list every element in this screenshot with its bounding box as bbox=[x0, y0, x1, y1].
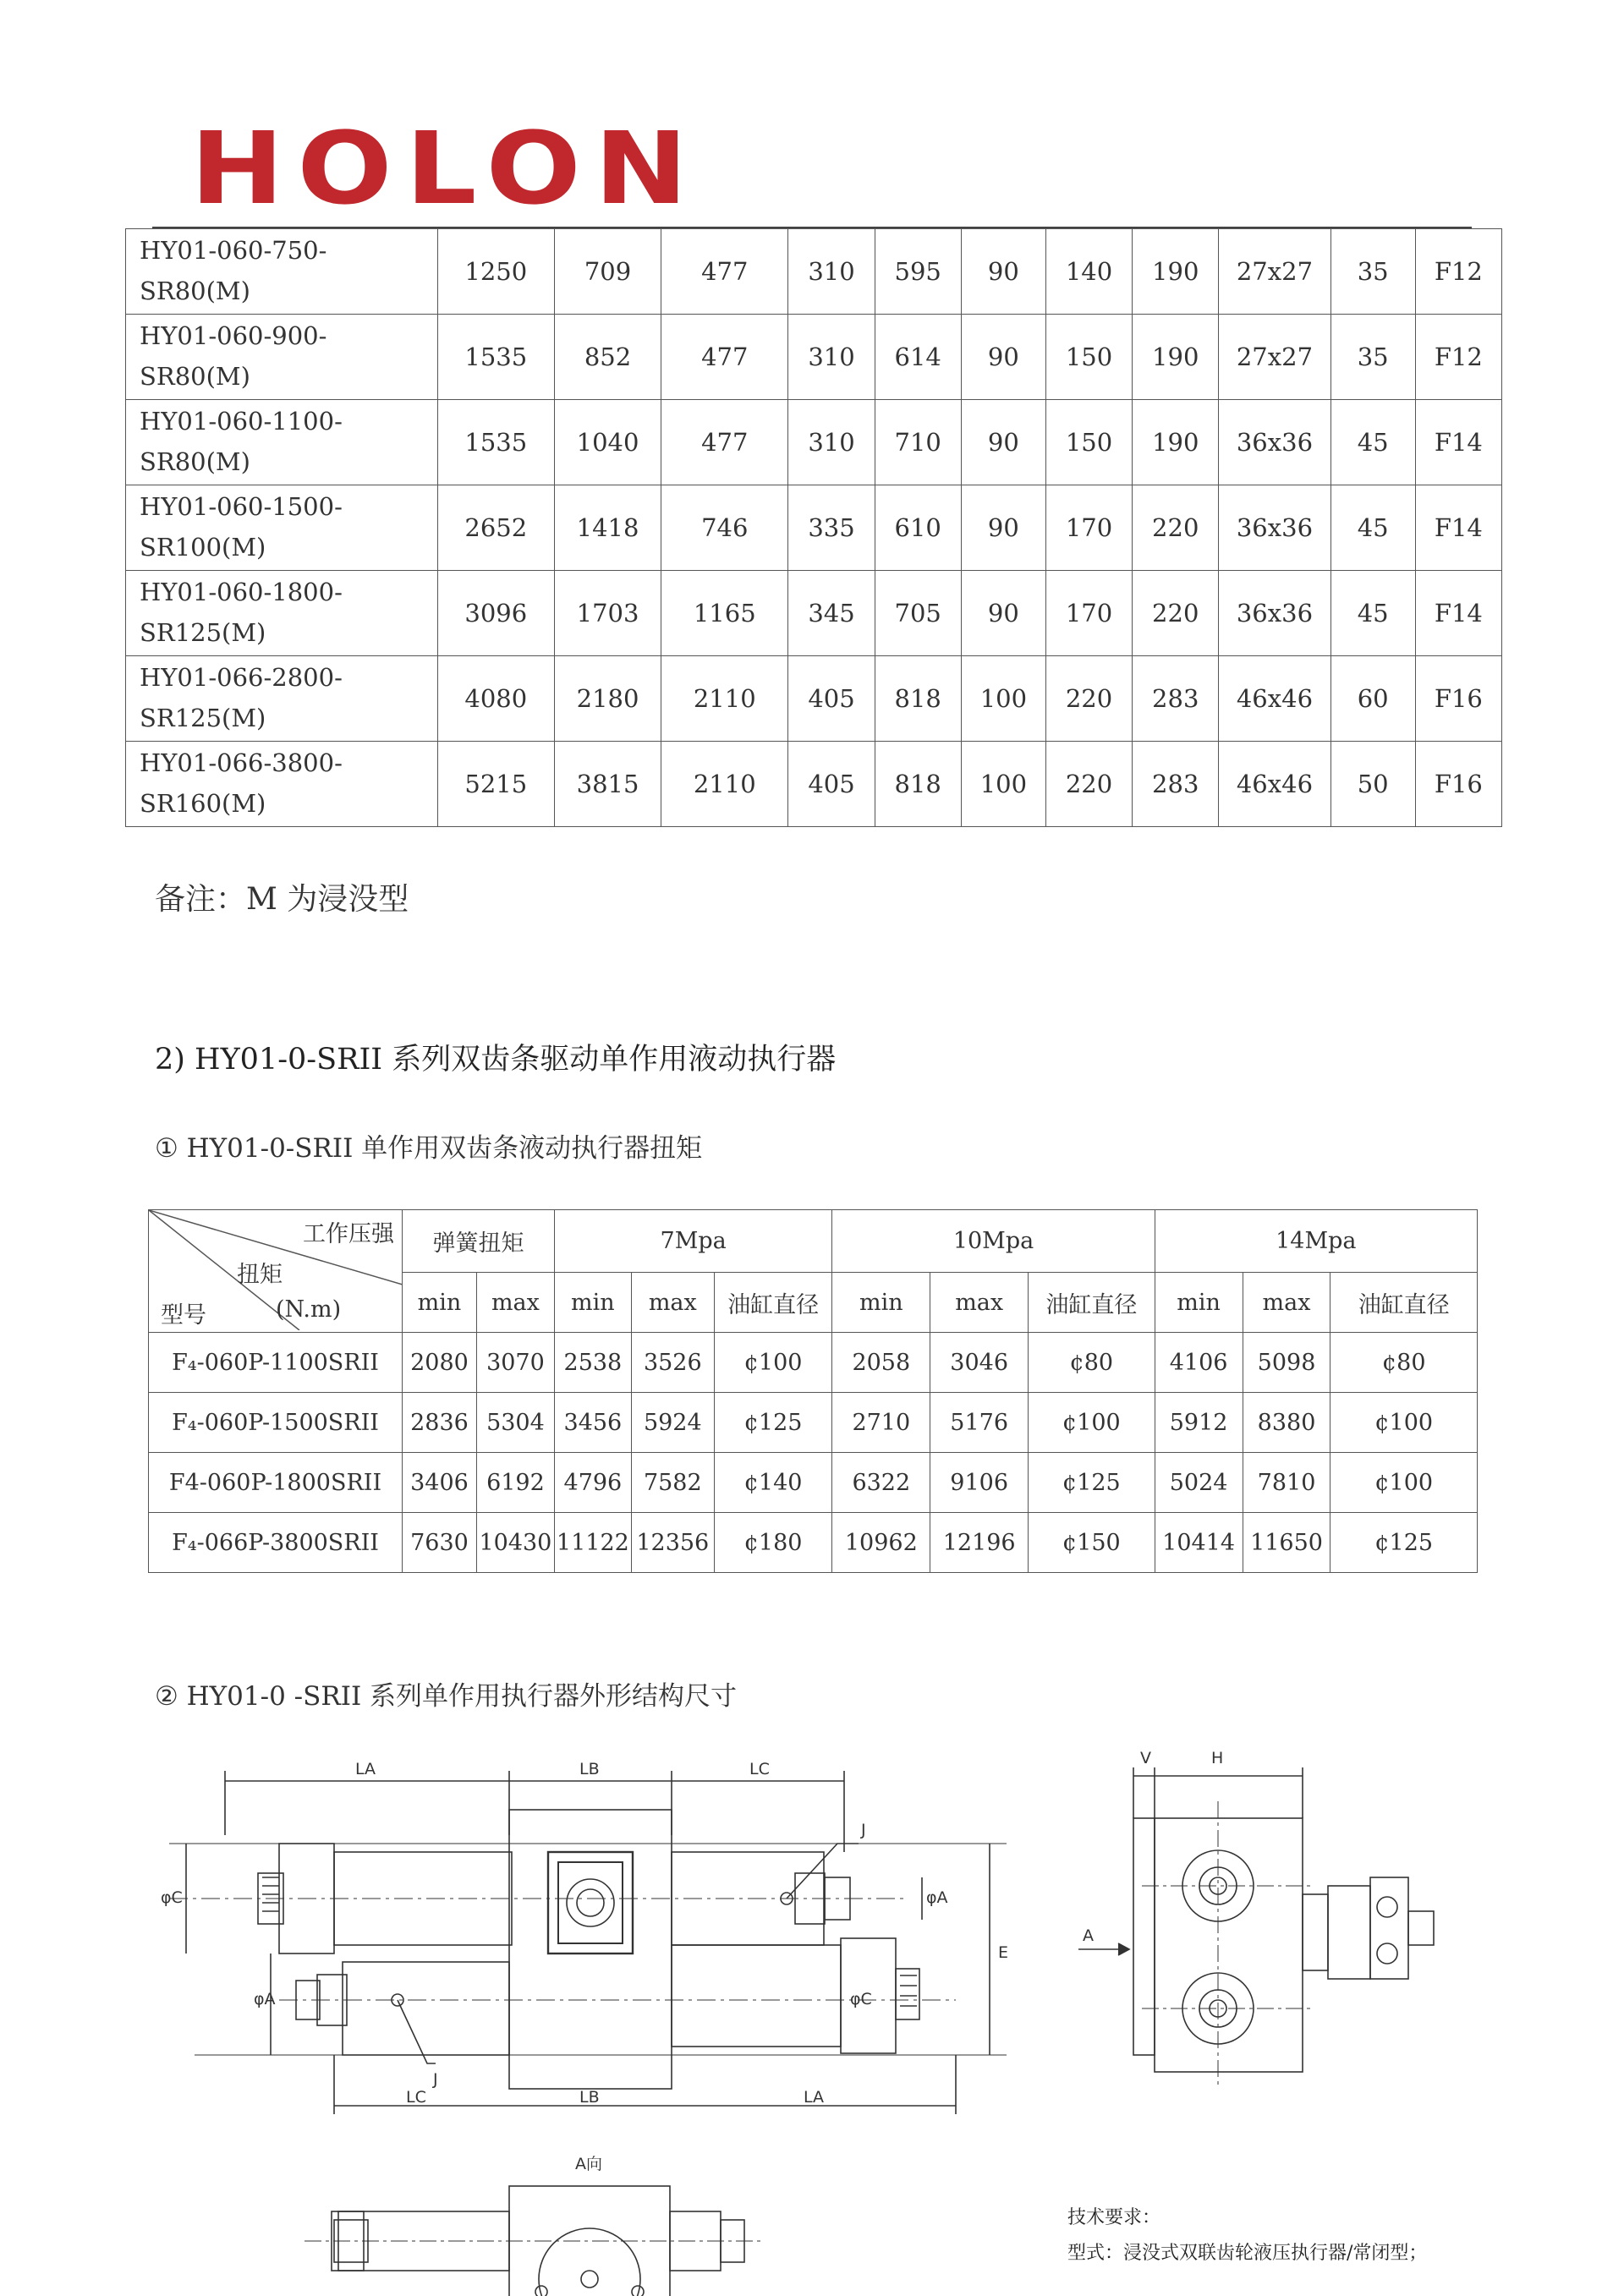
value-cell: 4796 bbox=[554, 1453, 631, 1513]
corner-unit-label: (N.m) bbox=[276, 1296, 342, 1323]
value-cell: 2110 bbox=[661, 742, 788, 827]
table-row bbox=[126, 742, 1502, 827]
value-cell: 1418 bbox=[554, 485, 661, 571]
value-cell: 46x46 bbox=[1219, 742, 1330, 827]
value-cell: 6322 bbox=[832, 1453, 930, 1513]
corner-header-cell bbox=[149, 1210, 403, 1333]
dim-lb-top: LB bbox=[579, 1760, 600, 1778]
value-cell: 150 bbox=[1045, 400, 1132, 485]
value-cell: F14 bbox=[1415, 571, 1501, 656]
value-cell: 90 bbox=[961, 315, 1045, 400]
dim-la-bottom: LA bbox=[804, 2088, 825, 2107]
value-cell: 50 bbox=[1330, 742, 1415, 827]
value-cell: 36x36 bbox=[1219, 485, 1330, 571]
dim-phic-right: φC bbox=[850, 1990, 872, 2008]
value-cell: 170 bbox=[1045, 571, 1132, 656]
value-cell: 4080 bbox=[437, 656, 554, 742]
value-cell: 283 bbox=[1133, 742, 1219, 827]
model-cell: F₄-060P-1500SRII bbox=[149, 1393, 403, 1453]
sub-header: 油缸直径 bbox=[1029, 1273, 1155, 1333]
value-cell: F12 bbox=[1415, 315, 1501, 400]
table-row bbox=[126, 400, 1502, 485]
value-cell: ¢125 bbox=[714, 1393, 832, 1453]
value-cell: 5024 bbox=[1155, 1453, 1243, 1513]
dimension-table bbox=[125, 228, 1502, 827]
model-cell: HY01-066-3800-SR160(M) bbox=[126, 742, 438, 827]
value-cell: 3456 bbox=[554, 1393, 631, 1453]
value-cell: ¢100 bbox=[1330, 1393, 1478, 1453]
sub-header: max bbox=[631, 1273, 714, 1333]
value-cell: 36x36 bbox=[1219, 571, 1330, 656]
value-cell: 100 bbox=[961, 656, 1045, 742]
value-cell: 5176 bbox=[930, 1393, 1029, 1453]
value-cell: 100 bbox=[961, 742, 1045, 827]
value-cell: 190 bbox=[1133, 400, 1219, 485]
model-cell: HY01-060-1100-SR80(M) bbox=[126, 400, 438, 485]
value-cell: 283 bbox=[1133, 656, 1219, 742]
corner-torque-label: 扭矩 bbox=[237, 1262, 283, 1288]
value-cell: 35 bbox=[1330, 315, 1415, 400]
value-cell: 3096 bbox=[437, 571, 554, 656]
value-cell: 1040 bbox=[554, 400, 661, 485]
note-text: 备注：M 为浸没型 bbox=[155, 882, 409, 917]
table-row bbox=[126, 656, 1502, 742]
value-cell: 220 bbox=[1045, 742, 1132, 827]
value-cell: 709 bbox=[554, 229, 661, 315]
value-cell: F14 bbox=[1415, 400, 1501, 485]
value-cell: ¢100 bbox=[714, 1333, 832, 1393]
sub-header: min bbox=[403, 1273, 477, 1333]
value-cell: 170 bbox=[1045, 485, 1132, 571]
value-cell: 1703 bbox=[554, 571, 661, 656]
value-cell: 5215 bbox=[437, 742, 554, 827]
value-cell: 11650 bbox=[1243, 1513, 1330, 1573]
value-cell: 190 bbox=[1133, 229, 1219, 315]
value-cell: 335 bbox=[788, 485, 875, 571]
value-cell: 7810 bbox=[1243, 1453, 1330, 1513]
value-cell: 11122 bbox=[554, 1513, 631, 1573]
value-cell: 3815 bbox=[554, 742, 661, 827]
value-cell: 45 bbox=[1330, 571, 1415, 656]
value-cell: 36x36 bbox=[1219, 400, 1330, 485]
value-cell: 10430 bbox=[476, 1513, 554, 1573]
value-cell: 3046 bbox=[930, 1333, 1029, 1393]
sub-header: min bbox=[1155, 1273, 1243, 1333]
value-cell: 310 bbox=[788, 315, 875, 400]
value-cell: 5924 bbox=[631, 1393, 714, 1453]
dim-lb-bottom: LB bbox=[579, 2088, 600, 2107]
value-cell: 2710 bbox=[832, 1393, 930, 1453]
table-row bbox=[126, 315, 1502, 400]
value-cell: 45 bbox=[1330, 485, 1415, 571]
value-cell: 46x46 bbox=[1219, 656, 1330, 742]
corner-pressure-label: 工作压强 bbox=[303, 1221, 394, 1247]
dim-la-top: LA bbox=[355, 1760, 376, 1778]
value-cell: 2180 bbox=[554, 656, 661, 742]
value-cell: 1535 bbox=[437, 400, 554, 485]
model-cell: HY01-060-1500-SR100(M) bbox=[126, 485, 438, 571]
dimension-subheading: ② HY01-0 -SRII 系列单作用执行器外形结构尺寸 bbox=[155, 1681, 738, 1712]
torque-subheading: ① HY01-0-SRII 单作用双齿条液动执行器扭矩 bbox=[155, 1133, 703, 1164]
value-cell: 220 bbox=[1045, 656, 1132, 742]
value-cell: 710 bbox=[875, 400, 961, 485]
value-cell: 12356 bbox=[631, 1513, 714, 1573]
value-cell: ¢150 bbox=[1029, 1513, 1155, 1573]
dim-phia-right: φA bbox=[926, 1888, 948, 1907]
value-cell: 5304 bbox=[476, 1393, 554, 1453]
torque-table bbox=[148, 1209, 1478, 1573]
model-cell: HY01-060-750-SR80(M) bbox=[126, 229, 438, 315]
label-j-lower: J bbox=[433, 2070, 438, 2089]
dim-e: E bbox=[998, 1943, 1009, 1962]
value-cell: 2080 bbox=[403, 1333, 477, 1393]
sub-header: max bbox=[1243, 1273, 1330, 1333]
sub-header: max bbox=[930, 1273, 1029, 1333]
value-cell: 1250 bbox=[437, 229, 554, 315]
value-cell: 190 bbox=[1133, 315, 1219, 400]
value-cell: 310 bbox=[788, 229, 875, 315]
value-cell: 1535 bbox=[437, 315, 554, 400]
value-cell: 8380 bbox=[1243, 1393, 1330, 1453]
value-cell: ¢80 bbox=[1029, 1333, 1155, 1393]
value-cell: ¢125 bbox=[1029, 1453, 1155, 1513]
section-heading: 2) HY01-0-SRII 系列双齿条驱动单作用液动执行器 bbox=[155, 1043, 837, 1077]
value-cell: 6192 bbox=[476, 1453, 554, 1513]
value-cell: 45 bbox=[1330, 400, 1415, 485]
value-cell: ¢180 bbox=[714, 1513, 832, 1573]
table-row bbox=[149, 1453, 1478, 1513]
technical-requirements bbox=[1067, 2200, 1427, 2271]
value-cell: ¢100 bbox=[1029, 1393, 1155, 1453]
value-cell: 2058 bbox=[832, 1333, 930, 1393]
value-cell: 477 bbox=[661, 315, 788, 400]
table-row bbox=[149, 1513, 1478, 1573]
value-cell: 7582 bbox=[631, 1453, 714, 1513]
value-cell: F16 bbox=[1415, 742, 1501, 827]
value-cell: 5098 bbox=[1243, 1333, 1330, 1393]
value-cell: 12196 bbox=[930, 1513, 1029, 1573]
value-cell: 1165 bbox=[661, 571, 788, 656]
group-header: 14Mpa bbox=[1155, 1210, 1477, 1273]
table-row bbox=[149, 1333, 1478, 1393]
value-cell: 345 bbox=[788, 571, 875, 656]
company-logo bbox=[190, 110, 701, 227]
value-cell: ¢140 bbox=[714, 1453, 832, 1513]
value-cell: 10962 bbox=[832, 1513, 930, 1573]
value-cell: 2110 bbox=[661, 656, 788, 742]
table-row bbox=[126, 571, 1502, 656]
table-row bbox=[126, 485, 1502, 571]
dim-h: H bbox=[1211, 1751, 1224, 1767]
value-cell: 477 bbox=[661, 229, 788, 315]
sub-header: min bbox=[554, 1273, 631, 1333]
dim-phia-left: φA bbox=[254, 1990, 276, 2008]
tech-title: 技术要求： bbox=[1067, 2207, 1161, 2228]
value-cell: F16 bbox=[1415, 656, 1501, 742]
model-cell: HY01-066-2800-SR125(M) bbox=[126, 656, 438, 742]
logo-text: HOLON bbox=[190, 110, 701, 227]
value-cell: 705 bbox=[875, 571, 961, 656]
value-cell: ¢125 bbox=[1330, 1513, 1478, 1573]
dim-v: V bbox=[1140, 1751, 1151, 1767]
value-cell: 7630 bbox=[403, 1513, 477, 1573]
value-cell: 477 bbox=[661, 400, 788, 485]
tech-line: 型式：浸没式双联齿轮液压执行器/常闭型； bbox=[1067, 2242, 1428, 2264]
value-cell: F14 bbox=[1415, 485, 1501, 571]
model-cell: HY01-060-900-SR80(M) bbox=[126, 315, 438, 400]
sub-header: 油缸直径 bbox=[714, 1273, 832, 1333]
dim-lc-bottom: LC bbox=[406, 2088, 426, 2107]
model-cell: HY01-060-1800-SR125(M) bbox=[126, 571, 438, 656]
view-a-label: A向 bbox=[575, 2155, 602, 2173]
value-cell: 746 bbox=[661, 485, 788, 571]
value-cell: 220 bbox=[1133, 571, 1219, 656]
value-cell: 9106 bbox=[930, 1453, 1029, 1513]
value-cell: 90 bbox=[961, 400, 1045, 485]
value-cell: 60 bbox=[1330, 656, 1415, 742]
model-cell: F4-060P-1800SRII bbox=[149, 1453, 403, 1513]
value-cell: 595 bbox=[875, 229, 961, 315]
value-cell: 4106 bbox=[1155, 1333, 1243, 1393]
label-j-upper: J bbox=[861, 1821, 866, 1839]
value-cell: 90 bbox=[961, 229, 1045, 315]
view-arrow-a: A bbox=[1083, 1926, 1094, 1945]
sub-header: max bbox=[476, 1273, 554, 1333]
value-cell: 27x27 bbox=[1219, 315, 1330, 400]
value-cell: 35 bbox=[1330, 229, 1415, 315]
value-cell: 3070 bbox=[476, 1333, 554, 1393]
value-cell: 405 bbox=[788, 742, 875, 827]
group-header: 10Mpa bbox=[832, 1210, 1155, 1273]
value-cell: ¢100 bbox=[1330, 1453, 1478, 1513]
value-cell: 220 bbox=[1133, 485, 1219, 571]
model-cell: F₄-060P-1100SRII bbox=[149, 1333, 403, 1393]
value-cell: 140 bbox=[1045, 229, 1132, 315]
dim-lc-top: LC bbox=[749, 1760, 770, 1778]
value-cell: 5912 bbox=[1155, 1393, 1243, 1453]
value-cell: 310 bbox=[788, 400, 875, 485]
value-cell: 10414 bbox=[1155, 1513, 1243, 1573]
model-cell: F₄-066P-3800SRII bbox=[149, 1513, 403, 1573]
value-cell: 614 bbox=[875, 315, 961, 400]
sub-header: min bbox=[832, 1273, 930, 1333]
table-row bbox=[149, 1393, 1478, 1453]
value-cell: 150 bbox=[1045, 315, 1132, 400]
value-cell: 818 bbox=[875, 656, 961, 742]
value-cell: 2538 bbox=[554, 1333, 631, 1393]
value-cell: 610 bbox=[875, 485, 961, 571]
value-cell: 818 bbox=[875, 742, 961, 827]
table-row bbox=[126, 229, 1502, 315]
value-cell: ¢80 bbox=[1330, 1333, 1478, 1393]
value-cell: 2652 bbox=[437, 485, 554, 571]
value-cell: 3406 bbox=[403, 1453, 477, 1513]
value-cell: 90 bbox=[961, 485, 1045, 571]
dim-phic-left: φC bbox=[161, 1888, 183, 1907]
value-cell: 3526 bbox=[631, 1333, 714, 1393]
group-header: 弹簧扭矩 bbox=[403, 1210, 555, 1273]
value-cell: 852 bbox=[554, 315, 661, 400]
value-cell: 405 bbox=[788, 656, 875, 742]
value-cell: 2836 bbox=[403, 1393, 477, 1453]
sub-header: 油缸直径 bbox=[1330, 1273, 1478, 1333]
value-cell: F12 bbox=[1415, 229, 1501, 315]
value-cell: 90 bbox=[961, 571, 1045, 656]
group-header: 7Mpa bbox=[554, 1210, 831, 1273]
corner-model-label: 型号 bbox=[161, 1302, 206, 1329]
value-cell: 27x27 bbox=[1219, 229, 1330, 315]
